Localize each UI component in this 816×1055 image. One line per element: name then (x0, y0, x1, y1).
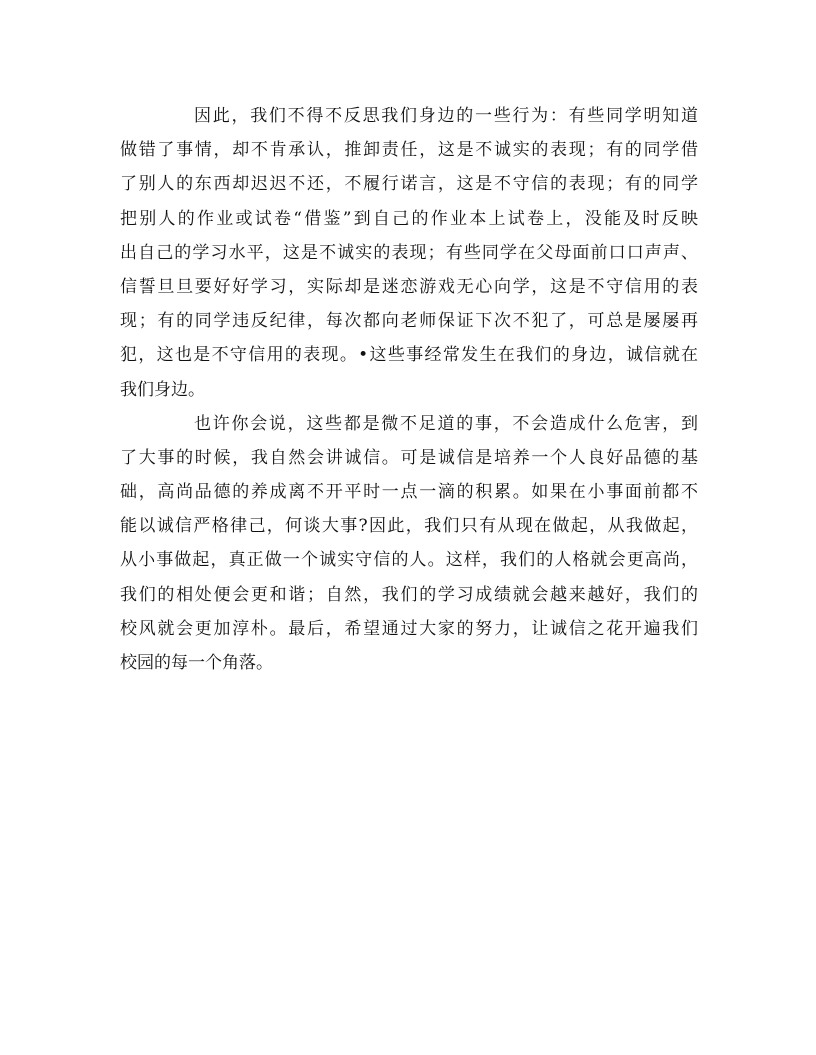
text-line: 从小事做起，真正做一个诚实守信的人。这样，我们的人格就会更高尚， (120, 550, 698, 571)
text-line: 校园的每一个角落。 (120, 653, 273, 673)
text-line: 础，高尚品德的养成离不开平时一点一滴的积累。如果在小事面前都不 (120, 482, 698, 503)
text-line: 了别人的东西却迟迟不还，不履行诺言，这是不守信的表现；有的同学 (120, 174, 698, 195)
text-line: 出自己的学习水平，这是不诚实的表现；有些同学在父母面前口口声声、 (120, 242, 698, 263)
text-line: 信誓旦旦要好好学习，实际却是迷恋游戏无心向学，这是不守信用的表 (120, 276, 698, 297)
document-body (120, 99, 698, 680)
text-line: 能以诚信严格律己，何谈大事?因此，我们只有从现在做起，从我做起， (120, 516, 698, 537)
paragraph-1 (120, 99, 698, 407)
text-line: 因此，我们不得不反思我们身边的一些行为：有些同学明知道 (194, 106, 698, 126)
text-line: 现；有的同学违反纪律，每次都向老师保证下次不犯了，可总是屡屡再 (120, 311, 698, 332)
text-line: 我们身边。 (120, 379, 205, 400)
text-line: 也许你会说，这些都是微不足道的事，不会造成什么危害，到 (194, 413, 698, 434)
paragraph-2 (120, 407, 698, 681)
text-line: 我们的相处便会更和谐；自然，我们的学习成绩就会越来越好，我们的 (120, 584, 698, 605)
text-line: 做错了事情，却不肯承认，推卸责任，这是不诚实的表现；有的同学借 (120, 140, 698, 161)
text-line: 犯，这也是不守信用的表现。•这些事经常发生在我们的身边，诚信就在 (120, 345, 698, 366)
text-line: 校风就会更加淳朴。最后，希望通过大家的努力，让诚信之花开遍我们 (120, 618, 698, 639)
text-line: 了大事的时候，我自然会讲诚信。可是诚信是培养一个人良好品德的基 (120, 447, 698, 468)
text-line: 把别人的作业或试卷“借鉴”到自己的作业本上试卷上，没能及时反映 (120, 208, 698, 229)
